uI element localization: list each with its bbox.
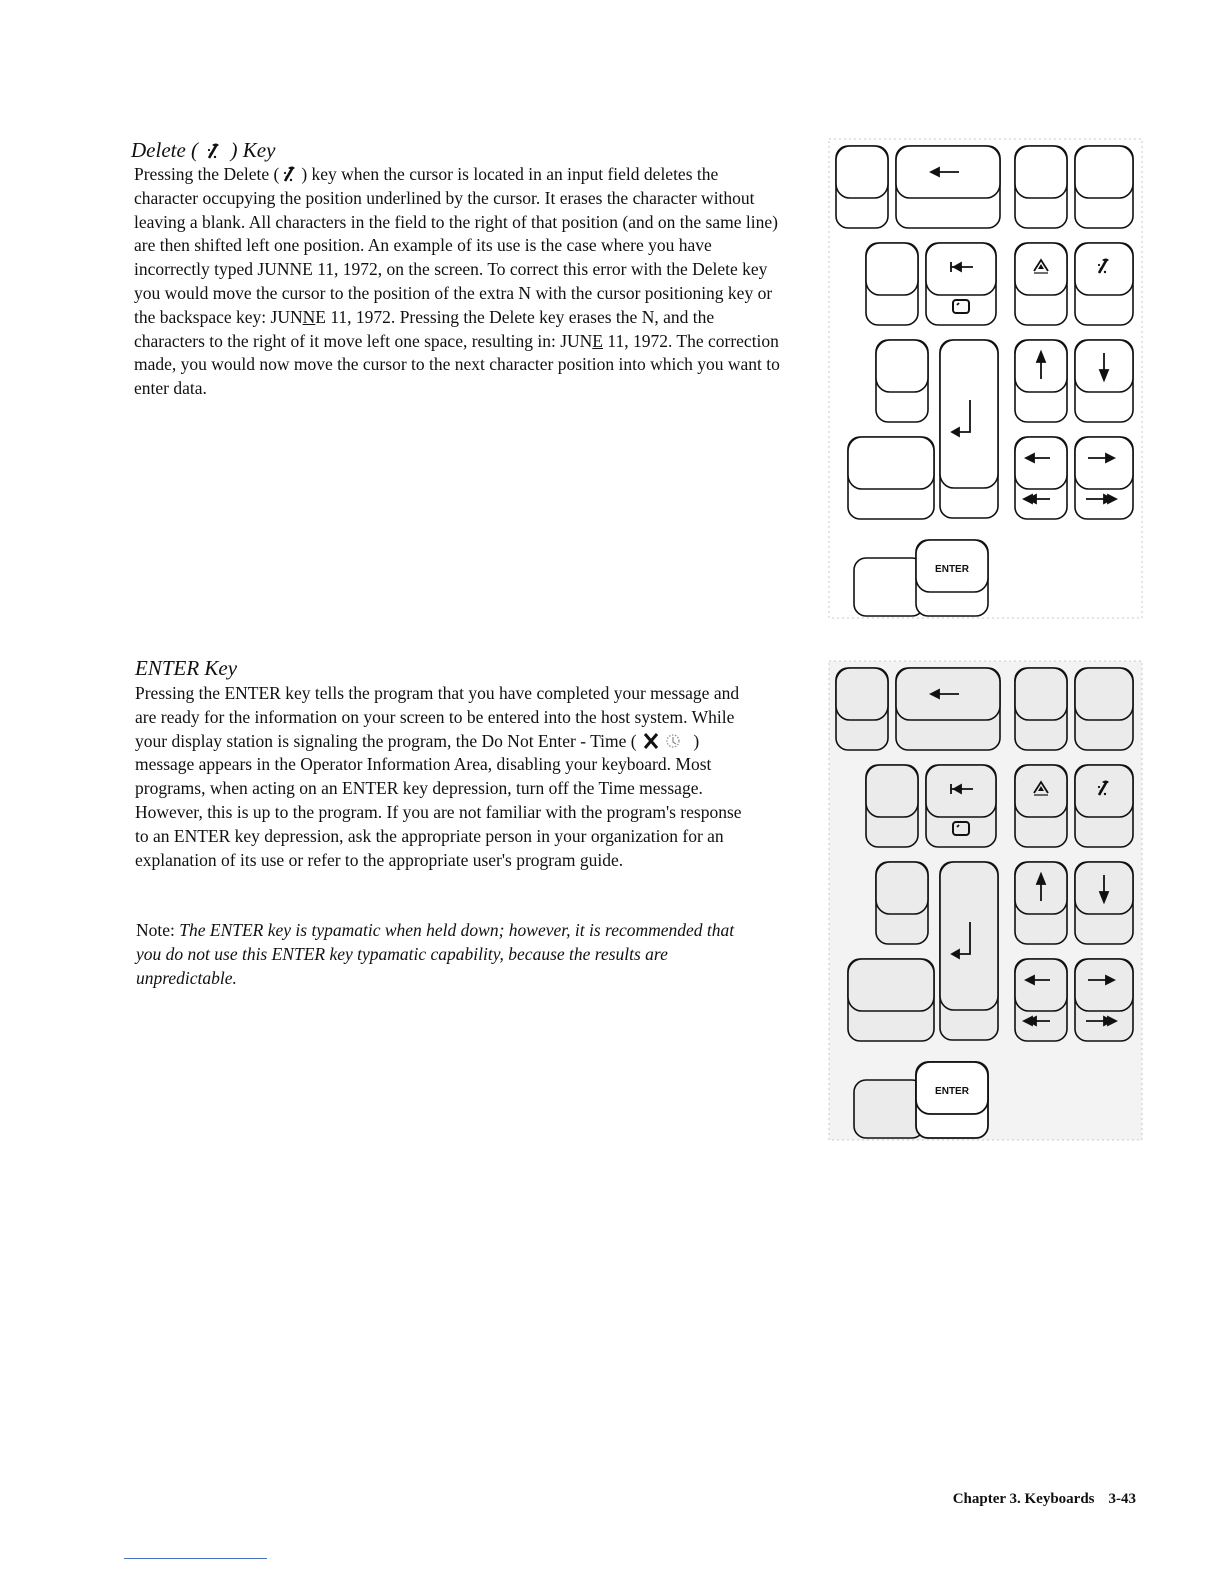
footer-rule [124, 1558, 267, 1559]
example-june-pre: JUN [560, 330, 593, 351]
keycap [1075, 146, 1133, 198]
keycap [1015, 146, 1067, 198]
delete-symbol-icon [203, 142, 225, 160]
delete-key-paragraph [134, 163, 782, 401]
keycap [1075, 765, 1133, 817]
keycap [848, 437, 934, 489]
keycap [1075, 959, 1133, 1011]
keycap [1015, 437, 1067, 489]
keycap [1015, 668, 1067, 720]
note-text: The ENTER key is typamatic when held down; however, it is recommended that you do not use this ENTER key typamatic capability, because the results are unpredictable. [136, 920, 735, 988]
delete-heading-suffix: ) Key [230, 138, 276, 162]
example-junne-pre: JUN [270, 306, 303, 327]
keycap [836, 146, 888, 198]
keycap [876, 340, 928, 392]
keycap [866, 243, 918, 295]
page-footer [953, 1491, 1136, 1508]
keycap [1075, 243, 1133, 295]
enter-key-heading: ENTER Key [135, 656, 238, 680]
keycap [836, 668, 888, 720]
note-label: Note: [136, 920, 175, 940]
do-not-enter-time-icon [641, 732, 689, 750]
enter-key-paragraph [135, 682, 743, 872]
enter-p1: Pressing the ENTER key tells the program that you have completed your message and are ready for the information on your screen to be entered into the host system. While your display station is signaling the program, the Do Not Enter - Time ( [135, 683, 740, 751]
delete-p-body1: ) key when the cursor is located in an input field deletes the character occupying the position underlined by the cursor. It erases the character without leaving a blank. All characters in the field to the right of that position (and on the same line) are then shifted left one position. An example of its use is the case where you have incorrectly typed JUNNE 11, 1972, on the screen. To correct this error with the Delete key you would move the cursor to the position of the extra N with the cursor positioning key or the backspace key: [134, 164, 778, 327]
key [854, 1080, 924, 1138]
delete-p-body2: Pressing the Delete key erases the N, and the characters to the right of it move left one space, resulting in: [134, 306, 715, 351]
keycap [940, 862, 998, 1010]
footer-page-number: 3-43 [1108, 1491, 1136, 1507]
delete-heading-prefix: Delete ( [131, 138, 199, 162]
delete-p-body3: The correction made, you would now move the cursor to the next character position into which you want to enter data. [134, 330, 780, 399]
keycap [866, 765, 918, 817]
enter-note [136, 919, 736, 990]
keycap [1015, 959, 1067, 1011]
delete-p-pressing: Pressing the Delete ( [134, 164, 280, 184]
footer-chapter: Chapter 3. Keyboards [952, 1491, 1095, 1507]
example-junne-post: E 11, 1972. [315, 306, 396, 327]
keycap [1075, 437, 1133, 489]
enter-p1b: ) message appears in the Operator Information Area, disabling your keyboard. Most programs, when acting on an ENTER key depression, turn off the Time message. However, this is up to the program. If you are not familiar with the program's response to an ENTER key depression, ask the appropriate person in your organization for an explanation of its use or refer to the appropriate user's program guide. [135, 730, 742, 870]
keypad-illustration-enter [828, 660, 1144, 1142]
keycap [940, 340, 998, 488]
keypad-illustration-delete [828, 138, 1144, 620]
delete-symbol-icon [279, 165, 301, 183]
example-june-post: 11, 1972. [602, 330, 673, 351]
enter-key-label: ENTER [935, 1086, 969, 1097]
keycap [848, 959, 934, 1011]
delete-key-heading [131, 138, 275, 163]
enter-key-label: ENTER [935, 564, 969, 575]
keycap [1075, 668, 1133, 720]
example-june-underlined: E [592, 330, 603, 351]
key [854, 558, 924, 616]
example-junne-underlined: N [302, 306, 316, 327]
keycap [876, 862, 928, 914]
